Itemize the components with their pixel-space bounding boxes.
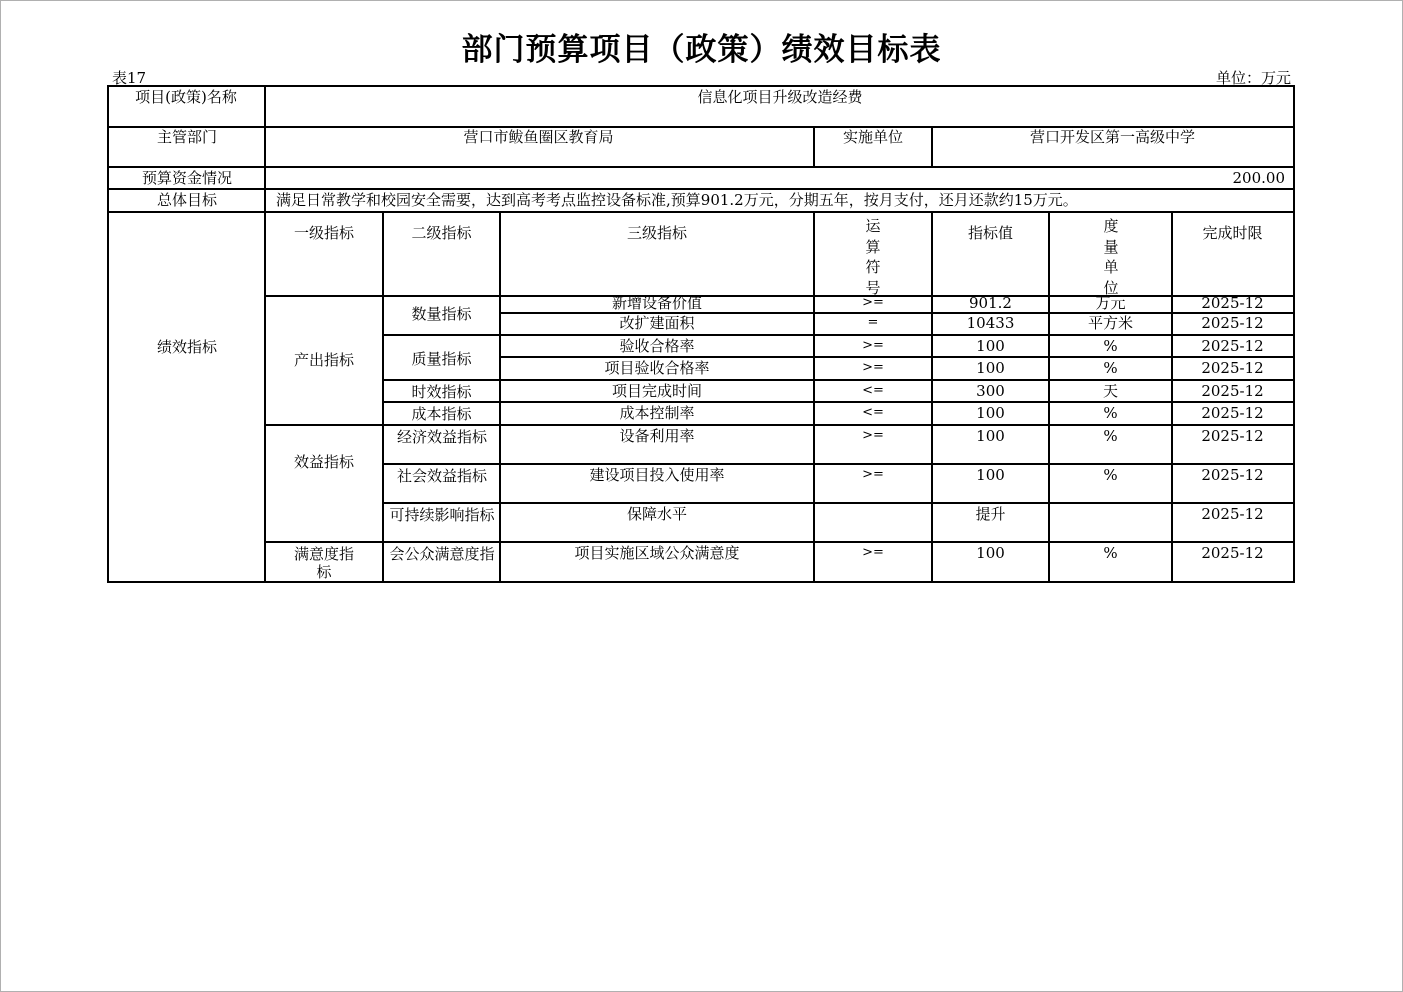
perf-label: 绩效指标 <box>156 338 217 356</box>
sub-public: 会公众满意度指 <box>389 545 495 563</box>
indicator-operator: = <box>867 315 879 330</box>
indicator-value: 100 <box>976 466 1005 484</box>
indicator-deadline: 2025-12 <box>1201 466 1264 484</box>
sub-quality: 质量指标 <box>411 350 472 368</box>
budget-label: 预算资金情况 <box>141 169 232 187</box>
indicator-unit: 万元 <box>1095 294 1126 312</box>
col-operator: 运算符号 <box>865 217 881 297</box>
indicator-unit: % <box>1103 404 1118 422</box>
goal-value: 满足日常教学和校园安全需要，达到高考考点监控设备标准,预算901.2万元，分期五年，按月支付，还月还款约15万元。 <box>276 191 1078 209</box>
indicator-l3: 项目完成时间 <box>611 382 702 400</box>
col-level3: 三级指标 <box>626 224 687 242</box>
indicator-unit: 天 <box>1102 382 1118 400</box>
indicator-deadline: 2025-12 <box>1201 382 1264 400</box>
indicator-deadline: 2025-12 <box>1201 337 1264 355</box>
impl-label: 实施单位 <box>842 128 903 146</box>
indicator-value: 提升 <box>975 505 1006 523</box>
indicator-value: 100 <box>976 404 1005 422</box>
group-benefit: 效益指标 <box>293 453 354 471</box>
indicator-operator: >= <box>862 467 884 482</box>
dept-value: 营口市鲅鱼圈区教育局 <box>463 128 614 146</box>
indicator-l3: 设备利用率 <box>619 427 695 445</box>
indicator-deadline: 2025-12 <box>1201 359 1264 377</box>
indicator-value: 100 <box>976 359 1005 377</box>
sub-quantity: 数量指标 <box>411 305 472 323</box>
unit-label: 单位：万元 <box>1215 69 1291 87</box>
budget-value: 200.00 <box>1232 169 1285 187</box>
indicator-deadline: 2025-12 <box>1201 404 1264 422</box>
sub-time: 时效指标 <box>411 383 472 401</box>
indicator-l3: 建设项目投入使用率 <box>589 466 725 484</box>
sub-social: 社会效益指标 <box>396 467 487 485</box>
group-satisfaction: 满意度指标 <box>293 545 354 581</box>
indicator-deadline: 2025-12 <box>1201 314 1264 332</box>
performance-table <box>107 85 1295 583</box>
indicator-l3: 验收合格率 <box>619 337 695 355</box>
col-value: 指标值 <box>967 224 1013 242</box>
indicator-deadline: 2025-12 <box>1201 544 1264 562</box>
indicator-unit: % <box>1103 427 1118 445</box>
project-name-value: 信息化项目升级改造经费 <box>697 88 863 106</box>
indicator-l3: 项目验收合格率 <box>604 359 710 377</box>
indicator-operator: >= <box>862 360 884 375</box>
indicator-operator: >= <box>862 545 884 560</box>
indicator-l3: 新增设备价值 <box>611 294 702 312</box>
indicator-deadline: 2025-12 <box>1201 294 1264 312</box>
indicator-operator: <= <box>862 405 884 420</box>
indicator-l3: 改扩建面积 <box>619 314 695 332</box>
col-level1: 一级指标 <box>293 224 354 242</box>
indicator-operator: >= <box>862 428 884 443</box>
indicator-value: 300 <box>976 382 1005 400</box>
sub-sustainable: 可持续影响指标 <box>389 506 495 524</box>
impl-value: 营口开发区第一高级中学 <box>1029 128 1195 146</box>
indicator-l3: 成本控制率 <box>619 404 695 422</box>
indicator-unit: 平方米 <box>1087 314 1133 332</box>
indicator-unit: % <box>1103 466 1118 484</box>
project-name-label: 项目(政策)名称 <box>135 88 237 106</box>
indicator-l3: 保障水平 <box>626 505 687 523</box>
goal-label: 总体目标 <box>156 191 217 209</box>
indicator-deadline: 2025-12 <box>1201 505 1264 523</box>
col-deadline: 完成时限 <box>1202 224 1263 242</box>
indicator-operator: <= <box>862 383 884 398</box>
indicator-deadline: 2025-12 <box>1201 427 1264 445</box>
indicator-unit: % <box>1103 544 1118 562</box>
indicator-value: 100 <box>976 337 1005 355</box>
indicator-value: 901.2 <box>969 294 1012 312</box>
page-title: 部门预算项目（政策）绩效目标表 <box>461 32 942 68</box>
indicator-l3: 项目实施区域公众满意度 <box>574 544 740 562</box>
indicator-value: 10433 <box>966 314 1015 332</box>
dept-label: 主管部门 <box>156 128 217 146</box>
indicator-value: 100 <box>976 427 1005 445</box>
indicator-unit: % <box>1103 359 1118 377</box>
group-output: 产出指标 <box>293 351 354 369</box>
indicator-value: 100 <box>976 544 1005 562</box>
sub-economic: 经济效益指标 <box>396 428 487 446</box>
col-level2: 二级指标 <box>411 224 472 242</box>
sub-cost: 成本指标 <box>411 405 472 423</box>
indicator-operator: >= <box>862 338 884 353</box>
table-number: 表17 <box>112 69 147 87</box>
indicator-operator: >= <box>862 295 884 310</box>
col-unit: 度量单位 <box>1103 217 1119 297</box>
indicator-unit: % <box>1103 337 1118 355</box>
